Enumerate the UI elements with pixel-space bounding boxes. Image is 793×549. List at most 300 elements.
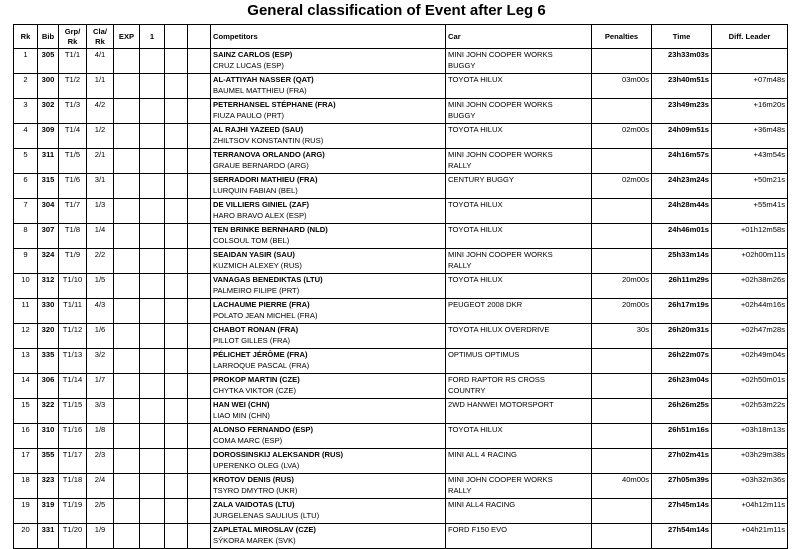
table-row bbox=[14, 49, 788, 74]
cell-time: 24h16m57s bbox=[652, 149, 712, 174]
cell-diff-leader: +03h32m36s bbox=[712, 474, 788, 499]
driver-name: PROKOP MARTIN (CZE) bbox=[213, 375, 300, 384]
codriver-name: FIUZA PAULO (PRT) bbox=[213, 110, 285, 120]
car-model: TOYOTA HILUX bbox=[448, 200, 503, 209]
cell-empty-1 bbox=[165, 199, 188, 224]
cell-class-rank: 1/8 bbox=[87, 424, 114, 449]
car-model: MINI JOHN COOPER WORKS bbox=[448, 475, 553, 484]
car-model: FORD F150 EVO bbox=[448, 525, 508, 534]
cell-empty-1 bbox=[165, 249, 188, 274]
cell-one bbox=[140, 474, 165, 499]
cell-car bbox=[446, 324, 592, 349]
cell-bib: 311 bbox=[38, 149, 59, 174]
header-bib: Bib bbox=[38, 25, 59, 49]
cell-one bbox=[140, 449, 165, 474]
cell-group-rank: T1/11 bbox=[59, 299, 87, 324]
codriver-name: GRAUE BERNARDO (ARG) bbox=[213, 160, 309, 170]
cell-empty-1 bbox=[165, 74, 188, 99]
cell-time: 25h33m14s bbox=[652, 249, 712, 274]
cell-competitors bbox=[211, 374, 446, 399]
car-model: MINI JOHN COOPER WORKS bbox=[448, 50, 553, 59]
cell-car bbox=[446, 199, 592, 224]
cell-rank: 1 bbox=[14, 49, 38, 74]
cell-exp bbox=[114, 374, 140, 399]
table-row bbox=[14, 274, 788, 299]
cell-competitors bbox=[211, 299, 446, 324]
cell-rank: 3 bbox=[14, 99, 38, 124]
codriver-name: PILLOT GILLES (FRA) bbox=[213, 335, 291, 345]
cell-diff-leader: +03h18m13s bbox=[712, 424, 788, 449]
codriver-name: LIAO MIN (CHN) bbox=[213, 410, 270, 420]
driver-name: VANAGAS BENEDIKTAS (LTU) bbox=[213, 275, 323, 284]
cell-penalties bbox=[592, 524, 652, 549]
table-row bbox=[14, 249, 788, 274]
cell-exp bbox=[114, 299, 140, 324]
codriver-name: LARROQUE PASCAL (FRA) bbox=[213, 360, 310, 370]
car-variant: RALLY bbox=[448, 260, 472, 270]
header-penalties: Penalties bbox=[592, 25, 652, 49]
cell-rank: 10 bbox=[14, 274, 38, 299]
driver-name: TEN BRINKE BERNHARD (NLD) bbox=[213, 225, 328, 234]
cell-time: 26h22m07s bbox=[652, 349, 712, 374]
cell-empty-2 bbox=[188, 449, 211, 474]
driver-name: CHABOT RONAN (FRA) bbox=[213, 325, 299, 334]
car-model: MINI JOHN COOPER WORKS bbox=[448, 100, 553, 109]
cell-one bbox=[140, 299, 165, 324]
codriver-name: CHYTKA VIKTOR (CZE) bbox=[213, 385, 296, 395]
cell-rank: 11 bbox=[14, 299, 38, 324]
cell-class-rank: 1/2 bbox=[87, 124, 114, 149]
cell-group-rank: T1/13 bbox=[59, 349, 87, 374]
cell-rank: 17 bbox=[14, 449, 38, 474]
cell-class-rank: 2/2 bbox=[87, 249, 114, 274]
car-model: TOYOTA HILUX bbox=[448, 425, 503, 434]
cell-bib: 300 bbox=[38, 74, 59, 99]
car-model: 2WD HANWEI MOTORSPORT bbox=[448, 400, 554, 409]
cell-rank: 5 bbox=[14, 149, 38, 174]
cell-empty-2 bbox=[188, 324, 211, 349]
table-row bbox=[14, 199, 788, 224]
cell-one bbox=[140, 349, 165, 374]
cell-empty-2 bbox=[188, 474, 211, 499]
cell-empty-2 bbox=[188, 499, 211, 524]
cell-empty-1 bbox=[165, 399, 188, 424]
cell-group-rank: T1/2 bbox=[59, 74, 87, 99]
cell-one bbox=[140, 99, 165, 124]
cell-class-rank: 3/2 bbox=[87, 349, 114, 374]
cell-rank: 15 bbox=[14, 399, 38, 424]
cell-exp bbox=[114, 474, 140, 499]
cell-one bbox=[140, 49, 165, 74]
cell-bib: 331 bbox=[38, 524, 59, 549]
codriver-name: UPERENKO OLEG (LVA) bbox=[213, 460, 300, 470]
header-car: Car bbox=[446, 25, 592, 49]
cell-class-rank: 3/3 bbox=[87, 399, 114, 424]
cell-one bbox=[140, 174, 165, 199]
header-empty-2 bbox=[188, 25, 211, 49]
cell-competitors bbox=[211, 449, 446, 474]
cell-class-rank: 1/6 bbox=[87, 324, 114, 349]
car-model: MINI ALL4 RACING bbox=[448, 500, 516, 509]
cell-car bbox=[446, 124, 592, 149]
cell-time: 23h33m03s bbox=[652, 49, 712, 74]
cell-car bbox=[446, 299, 592, 324]
car-variant: RALLY bbox=[448, 160, 472, 170]
cell-penalties: 02m00s bbox=[592, 174, 652, 199]
driver-name: PETERHANSEL STÉPHANE (FRA) bbox=[213, 100, 336, 109]
car-variant: RALLY bbox=[448, 485, 472, 495]
cell-empty-2 bbox=[188, 99, 211, 124]
cell-diff-leader: +04h21m11s bbox=[712, 524, 788, 549]
cell-rank: 9 bbox=[14, 249, 38, 274]
codriver-name: KUZMICH ALEXEY (RUS) bbox=[213, 260, 302, 270]
cell-exp bbox=[114, 249, 140, 274]
header-one: 1 bbox=[140, 25, 165, 49]
cell-time: 26h20m31s bbox=[652, 324, 712, 349]
cell-class-rank: 3/1 bbox=[87, 174, 114, 199]
cell-rank: 8 bbox=[14, 224, 38, 249]
cell-diff-leader: +02h44m16s bbox=[712, 299, 788, 324]
cell-penalties bbox=[592, 349, 652, 374]
cell-competitors bbox=[211, 474, 446, 499]
cell-class-rank: 2/5 bbox=[87, 499, 114, 524]
cell-time: 23h49m23s bbox=[652, 99, 712, 124]
header-exp: EXP bbox=[114, 25, 140, 49]
cell-diff-leader bbox=[712, 49, 788, 74]
cell-car bbox=[446, 224, 592, 249]
cell-bib: 309 bbox=[38, 124, 59, 149]
cell-exp bbox=[114, 524, 140, 549]
cell-bib: 319 bbox=[38, 499, 59, 524]
cell-time: 27h02m41s bbox=[652, 449, 712, 474]
cell-diff-leader: +50m21s bbox=[712, 174, 788, 199]
classification-table bbox=[13, 24, 788, 549]
cell-empty-2 bbox=[188, 424, 211, 449]
cell-exp bbox=[114, 224, 140, 249]
cell-diff-leader: +04h12m11s bbox=[712, 499, 788, 524]
cell-diff-leader: +02h49m04s bbox=[712, 349, 788, 374]
cell-car bbox=[446, 449, 592, 474]
codriver-name: JURGELENAS SAULIUS (LTU) bbox=[213, 510, 320, 520]
cell-class-rank: 2/1 bbox=[87, 149, 114, 174]
cell-diff-leader: +02h50m01s bbox=[712, 374, 788, 399]
table-row bbox=[14, 174, 788, 199]
car-model: OPTIMUS OPTIMUS bbox=[448, 350, 520, 359]
cell-diff-leader: +55m41s bbox=[712, 199, 788, 224]
cell-bib: 305 bbox=[38, 49, 59, 74]
cell-class-rank: 1/5 bbox=[87, 274, 114, 299]
cell-time: 26h11m29s bbox=[652, 274, 712, 299]
cell-time: 24h46m01s bbox=[652, 224, 712, 249]
driver-name: HAN WEI (CHN) bbox=[213, 400, 270, 409]
cell-exp bbox=[114, 399, 140, 424]
cell-empty-2 bbox=[188, 224, 211, 249]
cell-empty-1 bbox=[165, 124, 188, 149]
cell-exp bbox=[114, 324, 140, 349]
cell-empty-1 bbox=[165, 499, 188, 524]
cell-time: 24h09m51s bbox=[652, 124, 712, 149]
cell-empty-1 bbox=[165, 174, 188, 199]
cell-one bbox=[140, 374, 165, 399]
cell-competitors bbox=[211, 499, 446, 524]
cell-penalties bbox=[592, 449, 652, 474]
cell-bib: 324 bbox=[38, 249, 59, 274]
cell-empty-2 bbox=[188, 74, 211, 99]
cell-empty-1 bbox=[165, 374, 188, 399]
cell-bib: 323 bbox=[38, 474, 59, 499]
codriver-name: SÝKORA MAREK (SVK) bbox=[213, 535, 296, 545]
cell-penalties bbox=[592, 99, 652, 124]
driver-name: TERRANOVA ORLANDO (ARG) bbox=[213, 150, 325, 159]
cell-penalties bbox=[592, 49, 652, 74]
car-model: CENTURY BUGGY bbox=[448, 175, 514, 184]
cell-exp bbox=[114, 49, 140, 74]
codriver-name: COMA MARC (ESP) bbox=[213, 435, 283, 445]
cell-one bbox=[140, 499, 165, 524]
cell-exp bbox=[114, 274, 140, 299]
table-row bbox=[14, 499, 788, 524]
cell-empty-1 bbox=[165, 299, 188, 324]
cell-time: 23h40m51s bbox=[652, 74, 712, 99]
cell-empty-1 bbox=[165, 324, 188, 349]
driver-name: PÉLICHET JÉRÔME (FRA) bbox=[213, 350, 308, 359]
table-row bbox=[14, 474, 788, 499]
cell-class-rank: 2/3 bbox=[87, 449, 114, 474]
cell-bib: 355 bbox=[38, 449, 59, 474]
driver-name: AL RAJHI YAZEED (SAU) bbox=[213, 125, 304, 134]
cell-time: 27h54m14s bbox=[652, 524, 712, 549]
cell-empty-1 bbox=[165, 424, 188, 449]
driver-name: ALONSO FERNANDO (ESP) bbox=[213, 425, 313, 434]
cell-empty-2 bbox=[188, 274, 211, 299]
cell-penalties bbox=[592, 374, 652, 399]
cell-competitors bbox=[211, 349, 446, 374]
cell-exp bbox=[114, 349, 140, 374]
cell-exp bbox=[114, 124, 140, 149]
cell-penalties bbox=[592, 149, 652, 174]
cell-one bbox=[140, 149, 165, 174]
cell-empty-2 bbox=[188, 149, 211, 174]
cell-rank: 2 bbox=[14, 74, 38, 99]
cell-exp bbox=[114, 199, 140, 224]
cell-empty-1 bbox=[165, 474, 188, 499]
cell-rank: 13 bbox=[14, 349, 38, 374]
cell-car bbox=[446, 499, 592, 524]
cell-one bbox=[140, 199, 165, 224]
cell-bib: 330 bbox=[38, 299, 59, 324]
cell-empty-2 bbox=[188, 374, 211, 399]
cell-penalties: 20m00s bbox=[592, 274, 652, 299]
cell-exp bbox=[114, 99, 140, 124]
cell-competitors bbox=[211, 49, 446, 74]
cell-empty-2 bbox=[188, 174, 211, 199]
cell-one bbox=[140, 224, 165, 249]
cell-bib: 307 bbox=[38, 224, 59, 249]
cell-penalties bbox=[592, 424, 652, 449]
cell-empty-1 bbox=[165, 99, 188, 124]
cell-group-rank: T1/16 bbox=[59, 424, 87, 449]
cell-car bbox=[446, 74, 592, 99]
table-row bbox=[14, 399, 788, 424]
cell-group-rank: T1/10 bbox=[59, 274, 87, 299]
car-variant: BUGGY bbox=[448, 60, 476, 70]
cell-penalties bbox=[592, 499, 652, 524]
table-row bbox=[14, 524, 788, 549]
cell-car bbox=[446, 424, 592, 449]
cell-group-rank: T1/20 bbox=[59, 524, 87, 549]
cell-group-rank: T1/19 bbox=[59, 499, 87, 524]
car-variant: COUNTRY bbox=[448, 385, 486, 395]
cell-rank: 16 bbox=[14, 424, 38, 449]
cell-class-rank: 1/4 bbox=[87, 224, 114, 249]
header-grp: Grp/ Rk bbox=[59, 25, 87, 49]
cell-exp bbox=[114, 174, 140, 199]
cell-group-rank: T1/6 bbox=[59, 174, 87, 199]
cell-diff-leader: +36m48s bbox=[712, 124, 788, 149]
cell-class-rank: 1/3 bbox=[87, 199, 114, 224]
car-variant: BUGGY bbox=[448, 110, 476, 120]
car-model: MINI JOHN COOPER WORKS bbox=[448, 150, 553, 159]
cell-group-rank: T1/8 bbox=[59, 224, 87, 249]
cell-penalties: 30s bbox=[592, 324, 652, 349]
cell-car bbox=[446, 174, 592, 199]
table-row bbox=[14, 324, 788, 349]
cell-one bbox=[140, 74, 165, 99]
cell-penalties: 40m00s bbox=[592, 474, 652, 499]
header-rk: Rk bbox=[14, 25, 38, 49]
table-row bbox=[14, 74, 788, 99]
table-header-row bbox=[14, 25, 788, 49]
cell-bib: 315 bbox=[38, 174, 59, 199]
cell-bib: 320 bbox=[38, 324, 59, 349]
cell-penalties: 03m00s bbox=[592, 74, 652, 99]
cell-rank: 14 bbox=[14, 374, 38, 399]
table-row bbox=[14, 374, 788, 399]
cell-diff-leader: +07m48s bbox=[712, 74, 788, 99]
cell-competitors bbox=[211, 149, 446, 174]
cell-empty-2 bbox=[188, 524, 211, 549]
codriver-name: COLSOUL TOM (BEL) bbox=[213, 235, 290, 245]
cell-penalties bbox=[592, 224, 652, 249]
car-model: TOYOTA HILUX OVERDRIVE bbox=[448, 325, 550, 334]
cell-competitors bbox=[211, 399, 446, 424]
driver-name: KROTOV DENIS (RUS) bbox=[213, 475, 294, 484]
codriver-name: POLATO JEAN MICHEL (FRA) bbox=[213, 310, 318, 320]
cell-rank: 18 bbox=[14, 474, 38, 499]
cell-empty-2 bbox=[188, 124, 211, 149]
cell-penalties bbox=[592, 399, 652, 424]
header-empty-1 bbox=[165, 25, 188, 49]
cell-one bbox=[140, 399, 165, 424]
cell-empty-1 bbox=[165, 449, 188, 474]
car-model: PEUGEOT 2008 DKR bbox=[448, 300, 523, 309]
codriver-name: PALMEIRO FILIPE (PRT) bbox=[213, 285, 300, 295]
cell-diff-leader: +43m54s bbox=[712, 149, 788, 174]
cell-group-rank: T1/12 bbox=[59, 324, 87, 349]
cell-competitors bbox=[211, 249, 446, 274]
cell-competitors bbox=[211, 424, 446, 449]
driver-name: SEAIDAN YASIR (SAU) bbox=[213, 250, 295, 259]
cell-class-rank: 4/3 bbox=[87, 299, 114, 324]
cell-group-rank: T1/9 bbox=[59, 249, 87, 274]
cell-exp bbox=[114, 449, 140, 474]
table-row bbox=[14, 124, 788, 149]
cell-bib: 310 bbox=[38, 424, 59, 449]
cell-competitors bbox=[211, 174, 446, 199]
cell-competitors bbox=[211, 224, 446, 249]
cell-one bbox=[140, 249, 165, 274]
codriver-name: CRUZ LUCAS (ESP) bbox=[213, 60, 284, 70]
cell-rank: 12 bbox=[14, 324, 38, 349]
codriver-name: HARO BRAVO ALEX (ESP) bbox=[213, 210, 307, 220]
cell-one bbox=[140, 124, 165, 149]
cell-class-rank: 1/9 bbox=[87, 524, 114, 549]
codriver-name: LURQUIN FABIAN (BEL) bbox=[213, 185, 298, 195]
cell-time: 27h45m14s bbox=[652, 499, 712, 524]
cell-group-rank: T1/18 bbox=[59, 474, 87, 499]
table-row bbox=[14, 149, 788, 174]
cell-diff-leader: +02h00m11s bbox=[712, 249, 788, 274]
codriver-name: TSYRO DMYTRO (UKR) bbox=[213, 485, 298, 495]
cell-exp bbox=[114, 149, 140, 174]
cell-rank: 20 bbox=[14, 524, 38, 549]
page-title: General classification of Event after Leg 6 bbox=[247, 2, 546, 19]
cell-empty-2 bbox=[188, 399, 211, 424]
header-time: Time bbox=[652, 25, 712, 49]
cell-car bbox=[446, 374, 592, 399]
table-row bbox=[14, 224, 788, 249]
cell-competitors bbox=[211, 524, 446, 549]
table-row bbox=[14, 424, 788, 449]
driver-name: DOROSSINSKIJ ALEKSANDR (RUS) bbox=[213, 450, 344, 459]
cell-bib: 306 bbox=[38, 374, 59, 399]
driver-name: AL-ATTIYAH NASSER (QAT) bbox=[213, 75, 314, 84]
cell-penalties: 02m00s bbox=[592, 124, 652, 149]
car-model: TOYOTA HILUX bbox=[448, 275, 503, 284]
cell-group-rank: T1/4 bbox=[59, 124, 87, 149]
cell-empty-1 bbox=[165, 149, 188, 174]
cell-car bbox=[446, 49, 592, 74]
cell-group-rank: T1/7 bbox=[59, 199, 87, 224]
cell-diff-leader: +02h38m26s bbox=[712, 274, 788, 299]
cell-exp bbox=[114, 499, 140, 524]
car-model: MINI JOHN COOPER WORKS bbox=[448, 250, 553, 259]
cell-group-rank: T1/14 bbox=[59, 374, 87, 399]
driver-name: SERRADORI MATHIEU (FRA) bbox=[213, 175, 318, 184]
cell-class-rank: 2/4 bbox=[87, 474, 114, 499]
cell-penalties bbox=[592, 249, 652, 274]
cell-diff-leader: +02h47m28s bbox=[712, 324, 788, 349]
cell-group-rank: T1/15 bbox=[59, 399, 87, 424]
cell-competitors bbox=[211, 274, 446, 299]
cell-bib: 312 bbox=[38, 274, 59, 299]
header-competitors: Competitors bbox=[211, 25, 446, 49]
car-model: MINI ALL 4 RACING bbox=[448, 450, 517, 459]
car-model: TOYOTA HILUX bbox=[448, 225, 503, 234]
cell-time: 26h23m04s bbox=[652, 374, 712, 399]
cell-car bbox=[446, 474, 592, 499]
cell-penalties: 20m00s bbox=[592, 299, 652, 324]
cell-time: 26h17m19s bbox=[652, 299, 712, 324]
codriver-name: ZHILTSOV KONSTANTIN (RUS) bbox=[213, 135, 324, 145]
cell-car bbox=[446, 274, 592, 299]
cell-rank: 7 bbox=[14, 199, 38, 224]
cell-bib: 322 bbox=[38, 399, 59, 424]
cell-time: 24h28m44s bbox=[652, 199, 712, 224]
driver-name: SAINZ CARLOS (ESP) bbox=[213, 50, 293, 59]
table-row bbox=[14, 349, 788, 374]
cell-bib: 304 bbox=[38, 199, 59, 224]
